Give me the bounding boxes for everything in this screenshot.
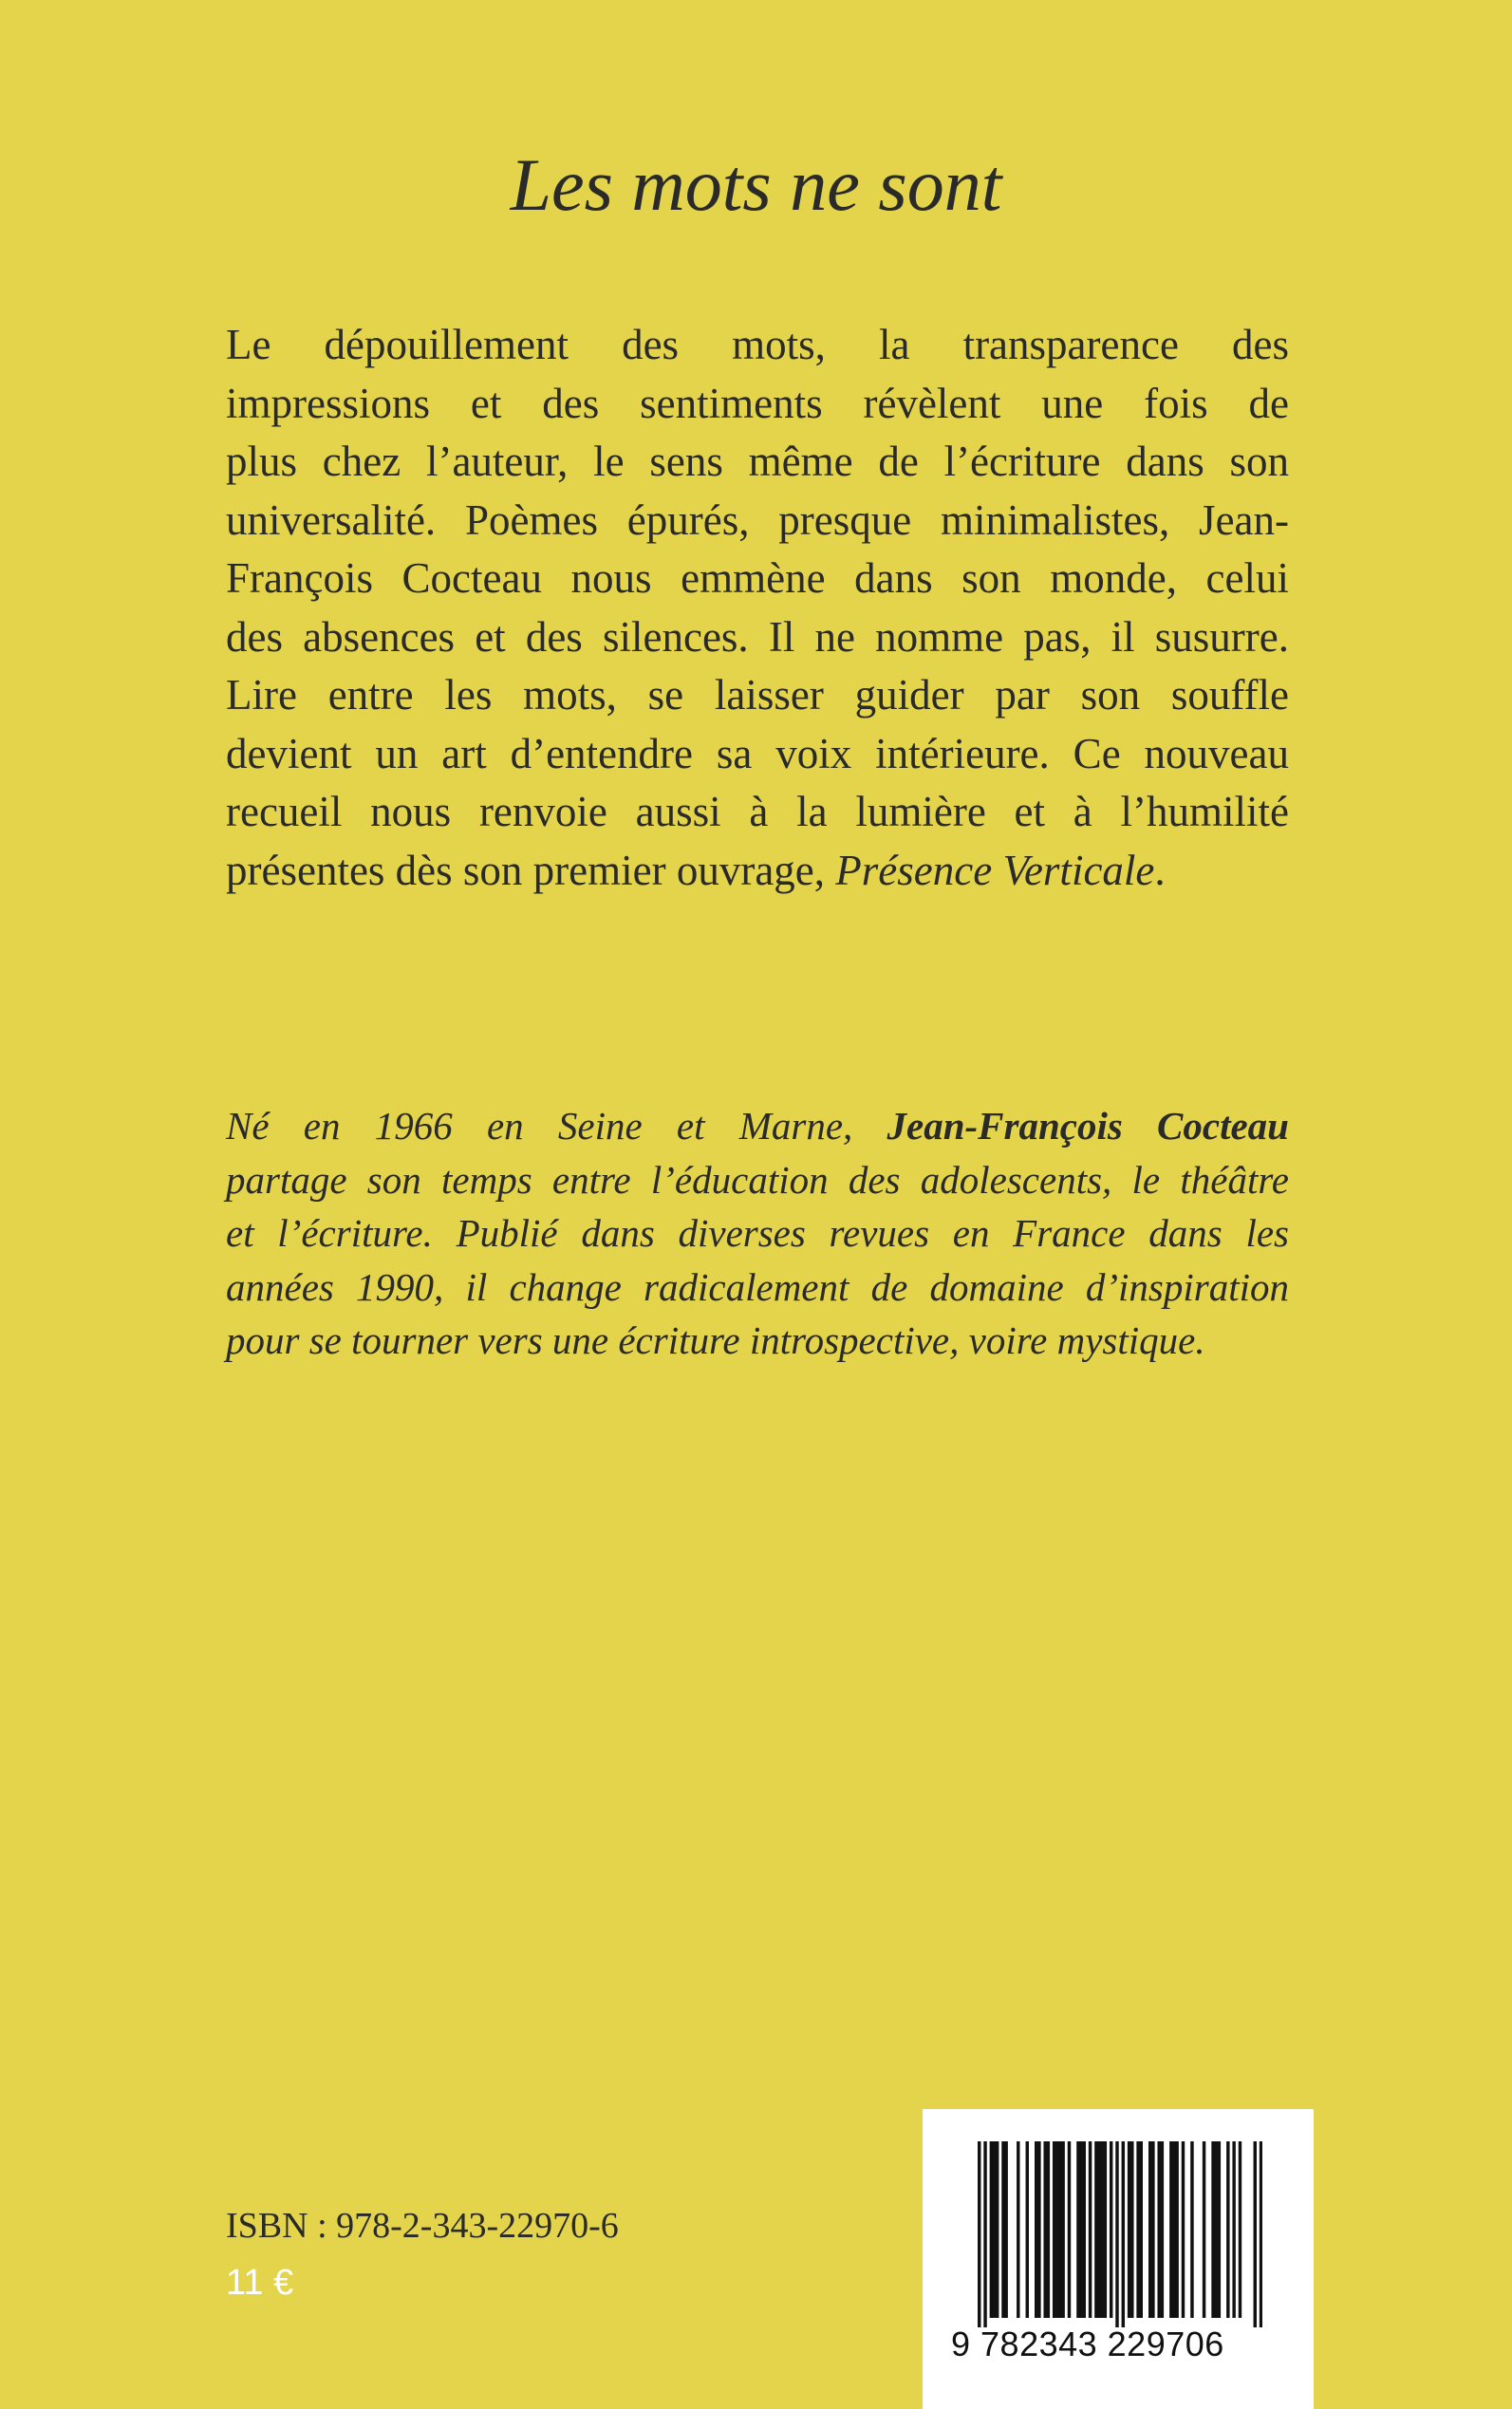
barcode-bar xyxy=(1068,2141,1071,2318)
price-text: 11 € xyxy=(226,2263,294,2303)
barcode-bar xyxy=(1211,2141,1214,2318)
barcode-bar xyxy=(1151,2141,1154,2318)
blurb-last-prefix: présentes dès son premier ouvrage, xyxy=(226,846,836,894)
barcode-bar xyxy=(1058,2141,1061,2318)
barcode-bar xyxy=(1097,2141,1100,2318)
blurb-line: devient un art d’entendre sa voix intérieure. Ce nouveau xyxy=(226,729,1289,777)
author-bio xyxy=(226,1099,1289,1368)
isbn-text: ISBN : 978-2-343-22970-6 xyxy=(226,2206,619,2246)
author-name: Jean-François Cocteau xyxy=(887,1104,1289,1148)
barcode-bar xyxy=(1104,2141,1107,2318)
barcode-bar xyxy=(1004,2141,1007,2318)
barcode-bar xyxy=(1169,2141,1172,2318)
barcode-bar xyxy=(1161,2141,1164,2318)
barcode-bar xyxy=(1254,2141,1257,2327)
barcode-bar xyxy=(1083,2141,1086,2318)
blurb-last-line xyxy=(226,842,1289,901)
blurb-line: François Cocteau nous emmène dans son monde, celui xyxy=(226,554,1289,602)
barcode-bar xyxy=(1122,2141,1125,2327)
blurb-last-suffix: . xyxy=(1154,846,1166,894)
barcode-bar xyxy=(1190,2141,1193,2318)
barcode-bar xyxy=(1001,2141,1004,2318)
barcode-bar xyxy=(1047,2141,1050,2318)
barcode-bar xyxy=(1089,2141,1092,2318)
book-blurb xyxy=(226,316,1289,900)
barcode-bar xyxy=(983,2141,986,2327)
barcode-bar xyxy=(1226,2141,1229,2318)
barcode-bar xyxy=(1110,2141,1112,2318)
barcode-bar xyxy=(1079,2141,1082,2318)
barcode-bar xyxy=(1094,2141,1097,2318)
barcode-bar xyxy=(1130,2141,1133,2318)
barcode-bar xyxy=(1218,2141,1221,2318)
barcode-bar xyxy=(1172,2141,1175,2318)
barcode-bar xyxy=(1140,2141,1143,2318)
bio-line xyxy=(226,1099,1289,1153)
blurb-line: plus chez l’auteur, le sens même de l’écriture dans son xyxy=(226,438,1289,485)
barcode-bar xyxy=(1017,2141,1019,2318)
barcode-bar xyxy=(1148,2141,1151,2318)
barcode-bar xyxy=(1043,2141,1046,2318)
barcode-bar xyxy=(1214,2141,1217,2318)
barcode-bar xyxy=(996,2141,999,2318)
barcode-bar xyxy=(1061,2141,1064,2318)
bio-first-prefix: Né en 1966 en Seine et Marne, xyxy=(226,1104,887,1148)
bio-line: et l’écriture. Publié dans diverses revues en France dans les xyxy=(226,1211,1289,1255)
bio-line: partage son temps entre l’éducation des adolescents, le théâtre xyxy=(226,1157,1289,1202)
barcode-bar xyxy=(978,2141,980,2327)
barcode-digits: 9 782343 229706 xyxy=(951,2325,1224,2363)
barcode-bar xyxy=(1260,2141,1262,2327)
previous-work-title: Présence Verticale xyxy=(835,846,1155,894)
bio-line: années 1990, il change radicalement de domaine d’inspiration xyxy=(226,1264,1289,1309)
barcode-bar xyxy=(1035,2141,1037,2318)
barcode-bar xyxy=(1175,2141,1178,2318)
barcode-bar xyxy=(1157,2141,1160,2318)
barcode-bar xyxy=(1026,2141,1029,2318)
barcode-bar xyxy=(990,2141,993,2318)
blurb-line: recueil nous renvoie aussi à la lumière et à l’humilité xyxy=(226,788,1289,835)
barcode-bar xyxy=(1136,2141,1139,2318)
barcode xyxy=(923,2109,1314,2409)
book-title: Les mots ne sont xyxy=(510,143,1002,226)
blurb-line: impressions et des sentiments révèlent une fois de xyxy=(226,379,1289,427)
barcode-bar xyxy=(1053,2141,1055,2318)
barcode-bar xyxy=(1037,2141,1040,2318)
blurb-line: Le dépouillement des mots, la transparence des xyxy=(226,321,1289,368)
blurb-line: Lire entre les mots, se laisser guider par son souffle xyxy=(226,671,1289,719)
barcode-bar xyxy=(1203,2141,1205,2318)
barcode-bar xyxy=(1076,2141,1079,2318)
barcode-bar xyxy=(1128,2141,1130,2318)
barcode-bar xyxy=(1100,2141,1103,2318)
barcode-bar xyxy=(1055,2141,1058,2318)
barcode-bar xyxy=(1232,2141,1235,2318)
blurb-line: des absences et des silences. Il ne nomme pas, il susurre. xyxy=(226,612,1289,661)
barcode-bar xyxy=(1239,2141,1241,2318)
barcode-bar xyxy=(1115,2141,1118,2327)
bio-line: pour se tourner vers une écriture introspective, voire mystique. xyxy=(226,1318,1205,1362)
barcode-bars xyxy=(978,2141,1262,2327)
barcode-bar xyxy=(1182,2141,1185,2318)
blurb-line: universalité. Poèmes épurés, presque minimalistes, Jean- xyxy=(226,495,1289,544)
barcode-bar xyxy=(993,2141,996,2318)
